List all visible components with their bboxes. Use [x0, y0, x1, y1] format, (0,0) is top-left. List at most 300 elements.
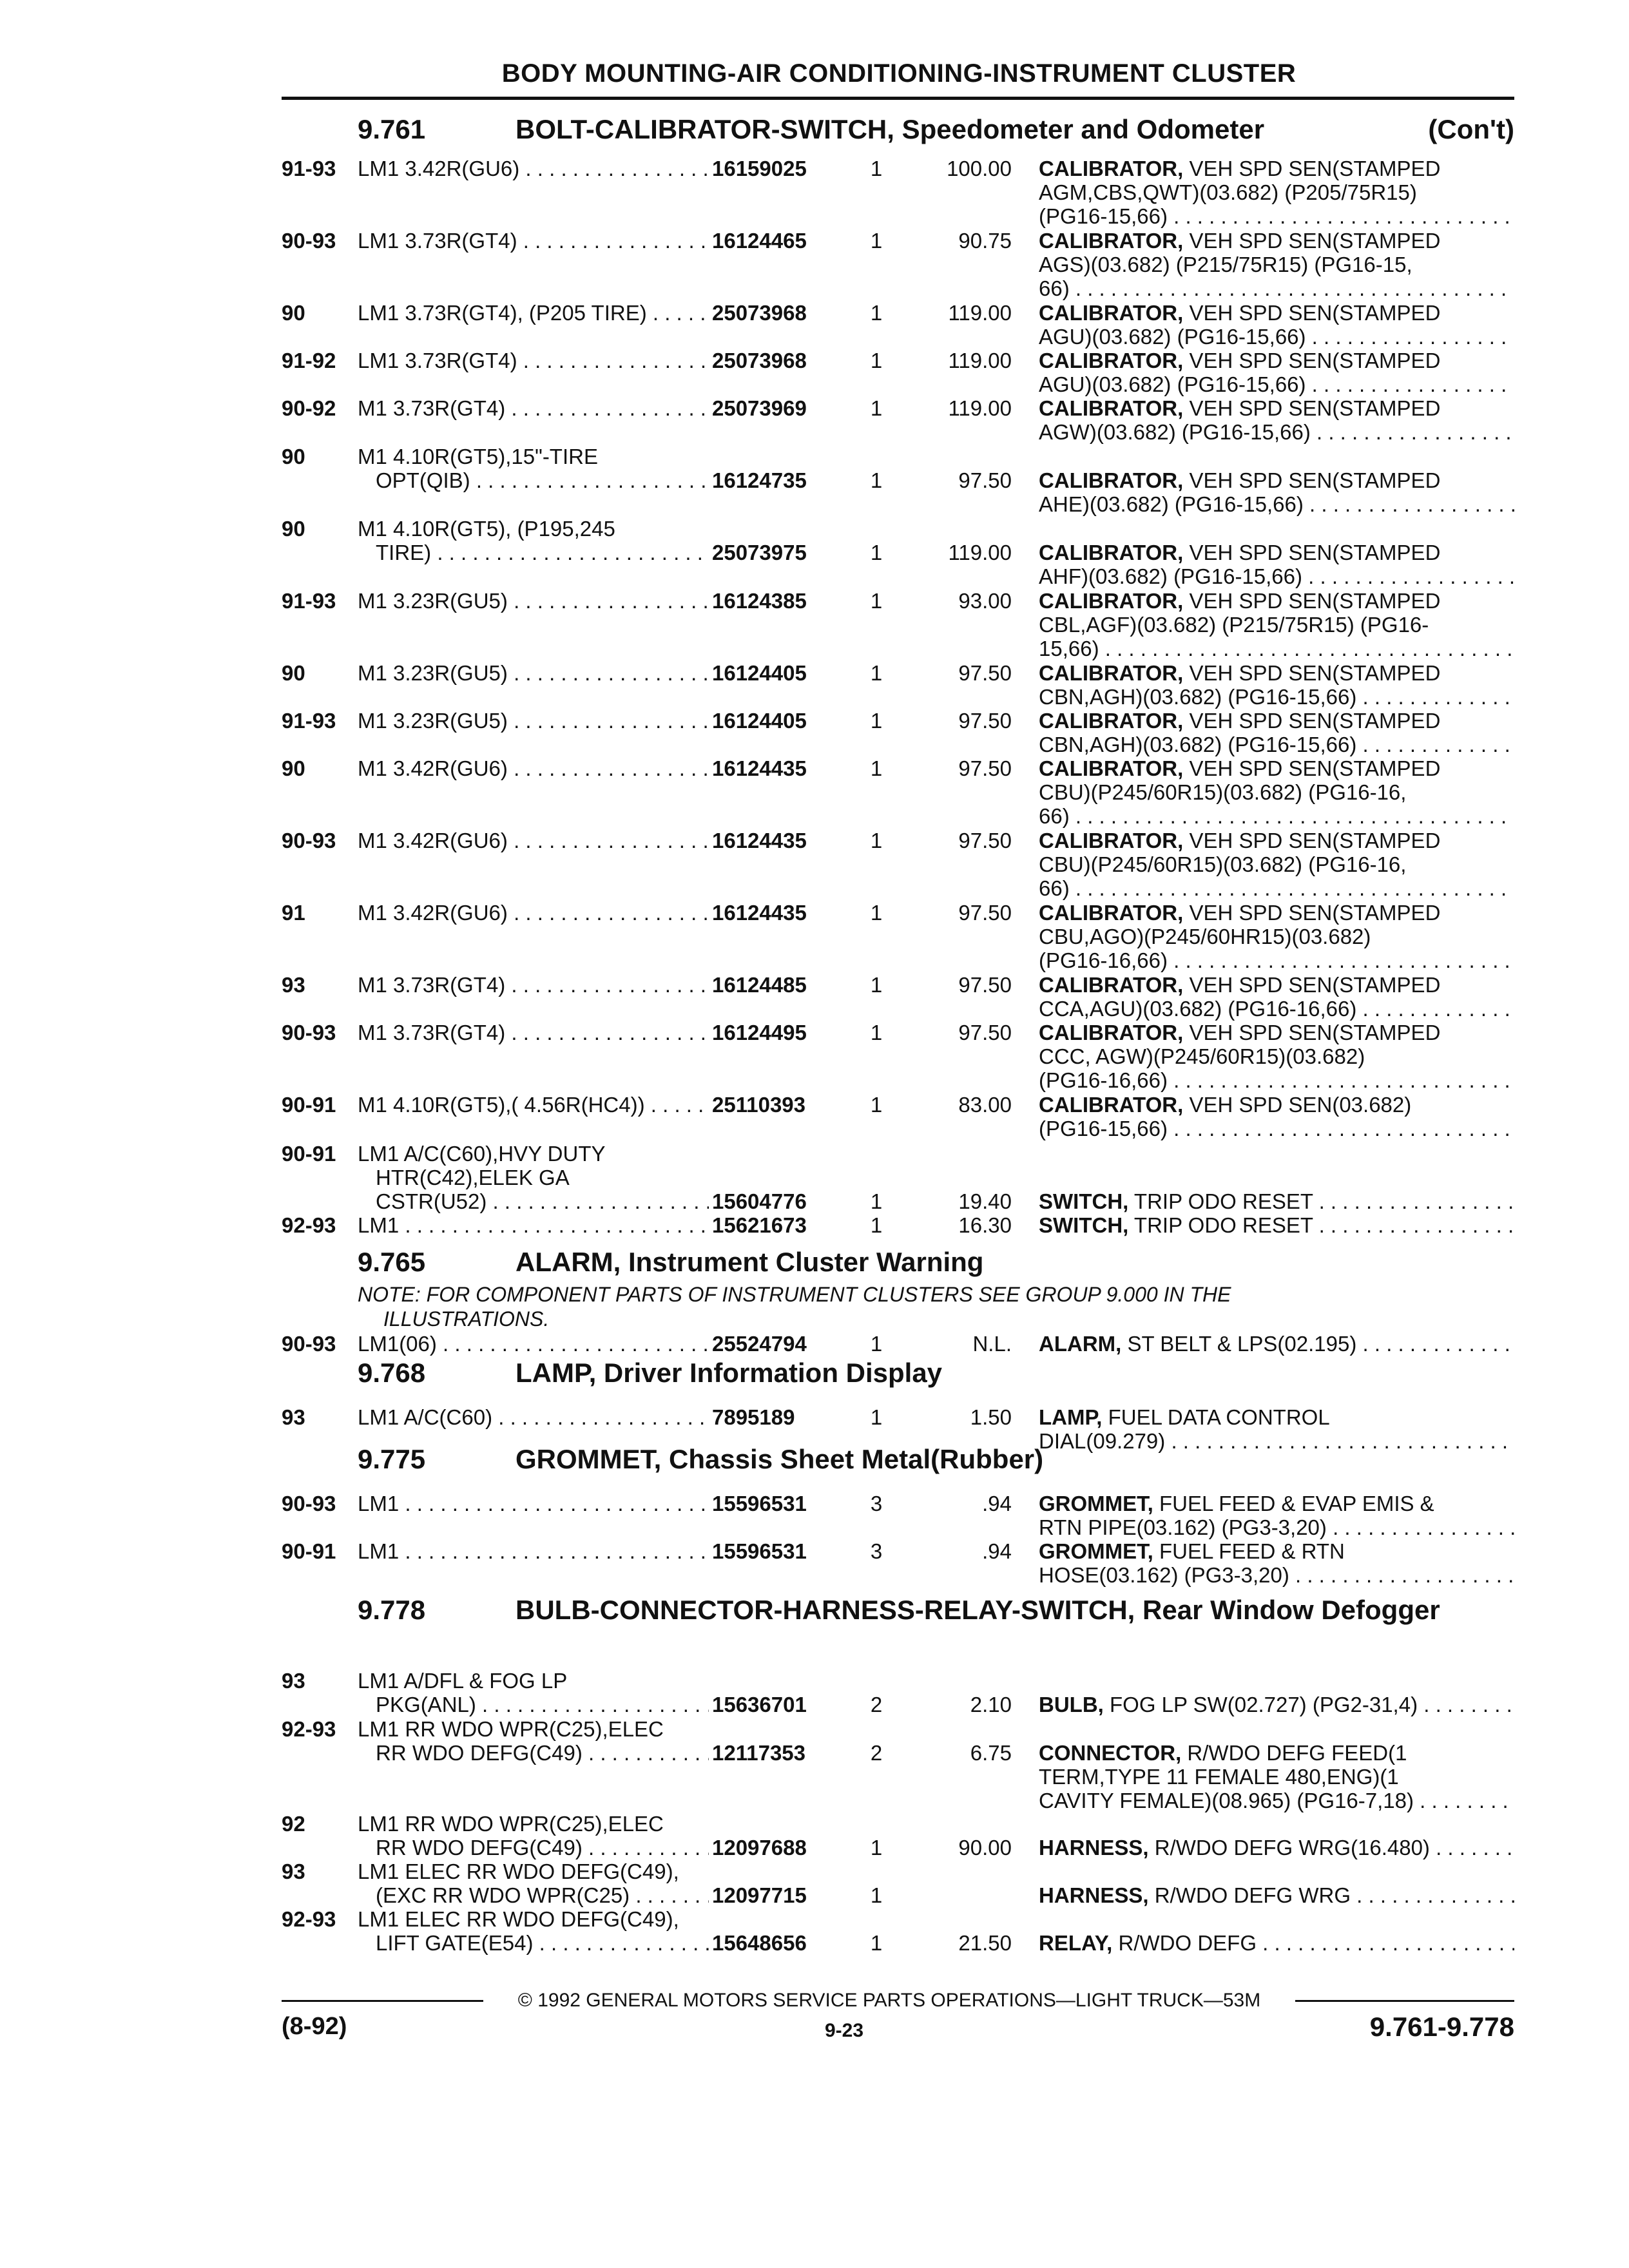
description-text: VEH SPD SEN(STAMPED	[1189, 541, 1441, 564]
entry-quantity: 1	[870, 301, 883, 325]
description-line	[1039, 637, 1514, 660]
description-line	[1039, 1539, 1514, 1563]
entry-description	[1039, 301, 1514, 349]
description-item-name: CALIBRATOR,	[1039, 468, 1184, 492]
description-line	[1039, 420, 1514, 444]
description-text: CBU)(P245/60R15)(03.682) (PG16-16,	[1039, 852, 1407, 876]
description-line	[1039, 325, 1514, 349]
description-line	[1039, 276, 1514, 300]
entry-quantity: 1	[870, 157, 883, 180]
description-line	[1039, 1492, 1514, 1515]
entry-usage	[358, 1405, 709, 1429]
description-item-name: HARNESS,	[1039, 1836, 1149, 1860]
description-text: DIAL(09.279)	[1039, 1429, 1166, 1453]
usage-line: LM1 A/DFL & FOG LP	[358, 1669, 568, 1693]
entry-quantity: 1	[870, 973, 883, 997]
entry-part-number: 15648656	[712, 1931, 807, 1955]
entry-quantity: 1	[870, 589, 883, 613]
description-line	[1039, 685, 1514, 709]
entry-description	[1039, 157, 1514, 228]
usage-line: CSTR(U52) . . .	[358, 1189, 709, 1213]
usage-line: LM1 RR WDO WPR(C25),ELEC	[358, 1717, 664, 1741]
description-text: FUEL FEED & EVAP EMIS &	[1159, 1492, 1434, 1515]
entry-description	[1039, 349, 1514, 396]
description-line	[1039, 372, 1514, 396]
usage-line: M1 3.42R(GU6) . . .	[358, 901, 709, 925]
description-item-name: CALIBRATOR,	[1039, 541, 1184, 564]
entry-usage	[358, 1021, 709, 1044]
description-line	[1039, 925, 1514, 948]
description-item-name: CALIBRATOR,	[1039, 301, 1184, 325]
description-item-name: CALIBRATOR,	[1039, 349, 1184, 372]
entry-part-number: 16124405	[712, 709, 807, 733]
description-line	[1039, 948, 1514, 972]
section-title-rest: Speedometer and Odometer	[894, 114, 1265, 144]
description-item-name: CALIBRATOR,	[1039, 1093, 1184, 1117]
description-item-name: RELAY,	[1039, 1931, 1113, 1955]
entry-model-years: 90-93	[282, 229, 336, 253]
description-text: VEH SPD SEN(STAMPED	[1189, 157, 1441, 180]
entry-model-years: 90-91	[282, 1142, 336, 1166]
entry-model-years: 93	[282, 973, 305, 997]
entry-model-years: 90-93	[282, 1492, 336, 1515]
description-line	[1039, 204, 1514, 228]
entry-quantity: 3	[870, 1539, 883, 1563]
description-line	[1039, 492, 1514, 516]
entry-description	[1039, 1021, 1514, 1092]
description-item-name: CALIBRATOR,	[1039, 973, 1184, 997]
usage-line: M1 4.10R(GT5),( 4.56R(HC4)) . . .	[358, 1093, 709, 1117]
entry-quantity: 1	[870, 1405, 883, 1429]
description-line	[1039, 1093, 1514, 1117]
section-number: 9.775	[358, 1444, 426, 1474]
entry-quantity: 1	[870, 468, 883, 492]
section-title-rest: Rear Window Defogger	[1135, 1595, 1440, 1625]
section-title-bold: BOLT-CALIBRATOR-SWITCH,	[516, 114, 894, 144]
footer-copyright: © 1992 GENERAL MOTORS SERVICE PARTS OPERATIONS—LIGHT TRUCK—53M	[483, 1989, 1295, 2012]
description-item-name: SWITCH,	[1039, 1213, 1129, 1237]
entry-part-number: 25073969	[712, 396, 807, 420]
description-text: VEH SPD SEN(STAMPED	[1189, 468, 1441, 492]
description-line	[1039, 876, 1514, 900]
description-item-name: CONNECTOR,	[1039, 1741, 1182, 1765]
description-text: RTN PIPE(03.162) (PG3-3,20)	[1039, 1515, 1327, 1539]
entry-part-number: 16124405	[712, 661, 807, 685]
entry-quantity: 2	[870, 1693, 883, 1716]
section-title-rest: Instrument Cluster Warning	[621, 1247, 984, 1277]
description-text: CCA,AGU)(03.682) (PG16-16,66)	[1039, 997, 1357, 1021]
entry-model-years: 92-93	[282, 1213, 336, 1237]
description-item-name: LAMP,	[1039, 1405, 1103, 1429]
usage-line: RR WDO DEFG(C49) . . .	[358, 1741, 709, 1765]
description-line	[1039, 157, 1514, 180]
usage-line: M1 3.23R(GU5) . . .	[358, 661, 709, 685]
entry-model-years: 90	[282, 445, 305, 468]
usage-line: LM1 ELEC RR WDO DEFG(C49),	[358, 1907, 679, 1931]
entry-price: 90.75	[958, 229, 1012, 253]
entry-description	[1039, 709, 1514, 756]
entry-model-years: 93	[282, 1669, 305, 1693]
entry-part-number: 16124385	[712, 589, 807, 613]
section-title	[516, 1445, 1629, 1474]
entry-usage	[358, 229, 709, 253]
usage-line: M1 3.42R(GU6) . . .	[358, 829, 709, 852]
entry-part-number: 16124465	[712, 229, 807, 253]
entry-description	[1039, 1189, 1514, 1213]
entry-price: 97.50	[958, 829, 1012, 852]
description-item-name: CALIBRATOR,	[1039, 396, 1184, 420]
description-line	[1039, 1836, 1514, 1860]
entry-part-number: 16124435	[712, 901, 807, 925]
entry-model-years: 93	[282, 1860, 305, 1883]
section-title-bold: LAMP,	[516, 1358, 597, 1388]
entry-description	[1039, 589, 1514, 660]
entry-quantity: 1	[870, 709, 883, 733]
entry-part-number: 12097688	[712, 1836, 807, 1860]
description-item-name: ALARM,	[1039, 1332, 1122, 1356]
description-line	[1039, 756, 1514, 780]
description-line	[1039, 1883, 1514, 1907]
description-text: VEH SPD SEN(STAMPED	[1189, 661, 1441, 685]
entry-description	[1039, 973, 1514, 1021]
entry-model-years: 90-93	[282, 1021, 336, 1044]
description-line	[1039, 180, 1514, 204]
usage-line: LM1 A/C(C60),HVY DUTY	[358, 1142, 606, 1166]
entry-model-years: 90	[282, 756, 305, 780]
entry-description	[1039, 468, 1514, 516]
description-line	[1039, 1068, 1514, 1092]
entry-description	[1039, 1492, 1514, 1539]
description-text: VEH SPD SEN(STAMPED	[1189, 396, 1441, 420]
description-item-name: CALIBRATOR,	[1039, 709, 1184, 733]
entry-usage	[358, 349, 709, 372]
entry-usage	[358, 1142, 709, 1213]
footer-section-range: 9.761-9.778	[1369, 2012, 1514, 2042]
entry-quantity: 1	[870, 1021, 883, 1044]
description-item-name: CALIBRATOR,	[1039, 901, 1184, 925]
entry-quantity: 1	[870, 396, 883, 420]
entry-model-years: 90	[282, 301, 305, 325]
description-line	[1039, 1021, 1514, 1044]
description-text: FUEL FEED & RTN	[1159, 1539, 1345, 1563]
section-title-bold: GROMMET,	[516, 1444, 662, 1474]
description-line	[1039, 829, 1514, 852]
entry-price: 97.50	[958, 468, 1012, 492]
description-line	[1039, 541, 1514, 564]
entry-usage	[358, 829, 709, 852]
section-number: 9.778	[358, 1595, 426, 1625]
section-number: 9.761	[358, 114, 426, 144]
description-text: VEH SPD SEN(STAMPED	[1189, 901, 1441, 925]
description-item-name: CALIBRATOR,	[1039, 829, 1184, 852]
description-line	[1039, 253, 1514, 276]
entry-part-number: 25073975	[712, 541, 807, 564]
entry-usage	[358, 1539, 709, 1563]
description-line	[1039, 1563, 1514, 1587]
description-text: (PG16-16,66)	[1039, 948, 1168, 972]
usage-line: LM1 RR WDO WPR(C25),ELEC	[358, 1812, 664, 1836]
description-line	[1039, 733, 1514, 756]
entry-usage	[358, 1717, 709, 1765]
section-heading	[358, 1358, 1514, 1392]
usage-line: M1 3.73R(GT4) . . .	[358, 973, 709, 997]
entry-usage	[358, 1860, 709, 1907]
entry-quantity: 1	[870, 349, 883, 372]
description-text: (PG16-15,66)	[1039, 1117, 1168, 1140]
section-heading	[358, 1445, 1514, 1478]
entry-price: 97.50	[958, 661, 1012, 685]
entry-usage	[358, 301, 709, 325]
section-title-bold: BULB-CONNECTOR-HARNESS-RELAY-SWITCH,	[516, 1595, 1135, 1625]
entry-price: 93.00	[958, 589, 1012, 613]
description-text: AHE)(03.682) (PG16-15,66)	[1039, 492, 1304, 516]
description-line	[1039, 301, 1514, 325]
description-text: CAVITY FEMALE)(08.965) (PG16-7,18)	[1039, 1789, 1414, 1812]
entry-price: 2.10	[970, 1693, 1012, 1716]
description-line	[1039, 613, 1514, 637]
entry-part-number: 25073968	[712, 301, 807, 325]
description-text: VEH SPD SEN(STAMPED	[1189, 349, 1441, 372]
entry-description	[1039, 229, 1514, 300]
description-text: FUEL DATA CONTROL	[1108, 1405, 1330, 1429]
entry-usage	[358, 1669, 709, 1716]
entry-quantity: 1	[870, 1883, 883, 1907]
entry-description	[1039, 1093, 1514, 1140]
entry-model-years: 90-93	[282, 1332, 336, 1356]
entry-part-number: 16124435	[712, 756, 807, 780]
usage-line: RR WDO DEFG(C49) . . .	[358, 1836, 709, 1860]
description-text: R/WDO DEFG WRG	[1154, 1883, 1351, 1907]
description-line	[1039, 1044, 1514, 1068]
entry-part-number: 25110393	[712, 1093, 806, 1117]
entry-price: 1.50	[970, 1405, 1012, 1429]
description-item-name: HARNESS,	[1039, 1883, 1149, 1907]
entry-model-years: 91	[282, 901, 305, 925]
entry-model-years: 91-93	[282, 589, 336, 613]
section-number: 9.765	[358, 1247, 426, 1277]
description-text: (PG16-16,66)	[1039, 1068, 1168, 1092]
description-line	[1039, 349, 1514, 372]
entry-quantity: 1	[870, 541, 883, 564]
description-line	[1039, 1213, 1514, 1237]
footer-page-number: 9-23	[824, 2020, 864, 2041]
entry-part-number: 25073968	[712, 349, 807, 372]
description-line	[1039, 901, 1514, 925]
entry-quantity: 1	[870, 1189, 883, 1213]
entry-part-number: 7895189	[712, 1405, 795, 1429]
usage-line: LIFT GATE(E54) . . .	[358, 1931, 709, 1955]
entry-quantity: 1	[870, 901, 883, 925]
section-title-rest: Chassis Sheet Metal(Rubber)	[661, 1444, 1044, 1474]
entry-quantity: 1	[870, 1093, 883, 1117]
entry-usage	[358, 661, 709, 685]
description-text: VEH SPD SEN(STAMPED	[1189, 829, 1441, 852]
entry-usage	[358, 901, 709, 925]
entry-quantity: 1	[870, 756, 883, 780]
entry-quantity: 1	[870, 1836, 883, 1860]
entry-part-number: 12097715	[712, 1883, 807, 1907]
entry-quantity: 1	[870, 1332, 883, 1356]
entry-model-years: 90	[282, 517, 305, 541]
entry-part-number: 12117353	[712, 1741, 806, 1765]
entry-price: 97.50	[958, 709, 1012, 733]
description-text: AGS)(03.682) (P215/75R15) (PG16-15,	[1039, 253, 1412, 276]
entry-part-number: 16124485	[712, 973, 807, 997]
description-text: VEH SPD SEN(STAMPED	[1189, 973, 1441, 997]
section-heading	[358, 115, 1514, 148]
entry-quantity: 3	[870, 1492, 883, 1515]
entry-part-number: 16159025	[712, 157, 807, 180]
entry-part-number: 16124495	[712, 1021, 807, 1044]
description-line	[1039, 229, 1514, 253]
entry-part-number: 25524794	[712, 1332, 807, 1356]
entry-model-years: 90-92	[282, 396, 336, 420]
description-text: R/WDO DEFG FEED(1	[1187, 1741, 1407, 1765]
usage-line: M1 3.73R(GT4) . . .	[358, 1021, 709, 1044]
entry-price: 97.50	[958, 1021, 1012, 1044]
description-text: AGU)(03.682) (PG16-15,66)	[1039, 325, 1306, 349]
usage-line: HTR(C42),ELEK GA	[376, 1166, 570, 1189]
entry-model-years: 93	[282, 1405, 305, 1429]
entry-usage	[358, 1907, 709, 1955]
entry-description	[1039, 1883, 1514, 1907]
entry-model-years: 92-93	[282, 1717, 336, 1741]
usage-line: LM1 A/C(C60) . . .	[358, 1405, 709, 1429]
description-text: VEH SPD SEN(STAMPED	[1189, 589, 1441, 613]
entry-usage	[358, 1332, 709, 1356]
description-line	[1039, 1515, 1514, 1539]
entry-quantity: 1	[870, 829, 883, 852]
section-number: 9.768	[358, 1358, 426, 1388]
entry-usage	[358, 709, 709, 733]
description-text: R/WDO DEFG	[1118, 1931, 1257, 1955]
continued-tag: (Con't)	[1428, 114, 1514, 144]
description-line	[1039, 1741, 1514, 1765]
note-line: ILLUSTRATIONS.	[383, 1307, 550, 1331]
description-item-name: CALIBRATOR,	[1039, 589, 1184, 613]
usage-line: TIRE) . . .	[358, 541, 709, 564]
usage-line: LM1 3.73R(GT4) . . .	[358, 229, 709, 253]
description-text: AHF)(03.682) (PG16-15,66)	[1039, 564, 1303, 588]
entry-model-years: 90-91	[282, 1093, 336, 1117]
description-text: VEH SPD SEN(03.682)	[1189, 1093, 1412, 1117]
description-text: CCC, AGW)(P245/60R15)(03.682)	[1039, 1044, 1365, 1068]
description-text: VEH SPD SEN(STAMPED	[1189, 229, 1441, 253]
usage-line: OPT(QIB) . . .	[358, 468, 709, 492]
section-title-bold: ALARM,	[516, 1247, 621, 1277]
entry-price: 97.50	[958, 756, 1012, 780]
entry-price: 21.50	[958, 1931, 1012, 1955]
entry-quantity: 2	[870, 1741, 883, 1765]
description-text: CBU)(P245/60R15)(03.682) (PG16-16,	[1039, 780, 1407, 804]
entry-model-years: 90-93	[282, 829, 336, 852]
entry-usage	[358, 157, 709, 180]
description-line	[1039, 1693, 1514, 1716]
usage-line: LM1 . . .	[358, 1539, 709, 1563]
entry-description	[1039, 541, 1514, 588]
description-line	[1039, 1405, 1514, 1429]
entry-description	[1039, 1836, 1514, 1860]
description-item-name: CALIBRATOR,	[1039, 661, 1184, 685]
usage-line: M1 3.23R(GU5) . . .	[358, 709, 709, 733]
description-text: HOSE(03.162) (PG3-3,20)	[1039, 1563, 1289, 1587]
entry-part-number: 15604776	[712, 1189, 807, 1213]
description-line	[1039, 997, 1514, 1021]
description-item-name: GROMMET,	[1039, 1539, 1153, 1563]
usage-line: M1 3.73R(GT4) . . .	[358, 396, 709, 420]
section-heading	[358, 1247, 1514, 1281]
entry-usage	[358, 756, 709, 780]
description-item-name: CALIBRATOR,	[1039, 756, 1184, 780]
description-text: CBN,AGH)(03.682) (PG16-15,66)	[1039, 733, 1357, 756]
description-text: TRIP ODO RESET	[1133, 1189, 1313, 1213]
entry-model-years: 91-93	[282, 157, 336, 180]
description-text: VEH SPD SEN(STAMPED	[1189, 756, 1441, 780]
entry-usage	[358, 445, 709, 492]
entry-price: .94	[982, 1539, 1012, 1563]
description-line	[1039, 804, 1514, 828]
entry-price: .94	[982, 1492, 1012, 1515]
entry-price: 119.00	[948, 541, 1012, 564]
entry-model-years: 92-93	[282, 1907, 336, 1931]
entry-model-years: 91-92	[282, 349, 336, 372]
description-text: ST BELT & LPS(02.195)	[1127, 1332, 1357, 1356]
header-rule	[282, 97, 1514, 100]
usage-line: LM1 . . .	[358, 1492, 709, 1515]
entry-description	[1039, 1539, 1514, 1587]
description-line	[1039, 780, 1514, 804]
description-text: AGM,CBS,QWT)(03.682) (P205/75R15)	[1039, 180, 1417, 204]
description-text: 66)	[1039, 804, 1070, 828]
description-line	[1039, 564, 1514, 588]
usage-line: PKG(ANL) . . .	[358, 1693, 709, 1716]
description-line	[1039, 1332, 1514, 1356]
entry-usage	[358, 1213, 709, 1237]
entry-usage	[358, 517, 709, 564]
entry-description	[1039, 756, 1514, 828]
entry-price: 16.30	[958, 1213, 1012, 1237]
description-line	[1039, 468, 1514, 492]
description-line	[1039, 1189, 1514, 1213]
entry-description	[1039, 396, 1514, 444]
entry-price: 83.00	[958, 1093, 1012, 1117]
section-heading	[358, 1595, 1514, 1629]
entry-price: N.L.	[972, 1332, 1012, 1356]
usage-line: M1 3.42R(GU6) . . .	[358, 756, 709, 780]
entry-description	[1039, 661, 1514, 709]
usage-line: M1 3.23R(GU5) . . .	[358, 589, 709, 613]
description-text: FOG LP SW(02.727) (PG2-31,4)	[1110, 1693, 1418, 1716]
entry-price: 119.00	[948, 396, 1012, 420]
entry-model-years: 92	[282, 1812, 305, 1836]
usage-line: (EXC RR WDO WPR(C25) . . .	[358, 1883, 709, 1907]
description-text: (PG16-15,66)	[1039, 204, 1168, 228]
entry-price: 19.40	[958, 1189, 1012, 1213]
description-line	[1039, 1765, 1514, 1789]
description-item-name: CALIBRATOR,	[1039, 1021, 1184, 1044]
entry-description	[1039, 1332, 1514, 1356]
entry-price: 97.50	[958, 901, 1012, 925]
entry-usage	[358, 589, 709, 613]
entry-quantity: 1	[870, 1213, 883, 1237]
note-line: NOTE: FOR COMPONENT PARTS OF INSTRUMENT CLUSTERS SEE GROUP 9.000 IN THE	[358, 1283, 1231, 1306]
usage-line: LM1 3.73R(GT4), (P205 TIRE) . . .	[358, 301, 709, 325]
entry-part-number: 16124735	[712, 468, 807, 492]
description-item-name: SWITCH,	[1039, 1189, 1129, 1213]
description-item-name: GROMMET,	[1039, 1492, 1153, 1515]
footer-date: (8-92)	[282, 2013, 347, 2040]
description-line	[1039, 1117, 1514, 1140]
